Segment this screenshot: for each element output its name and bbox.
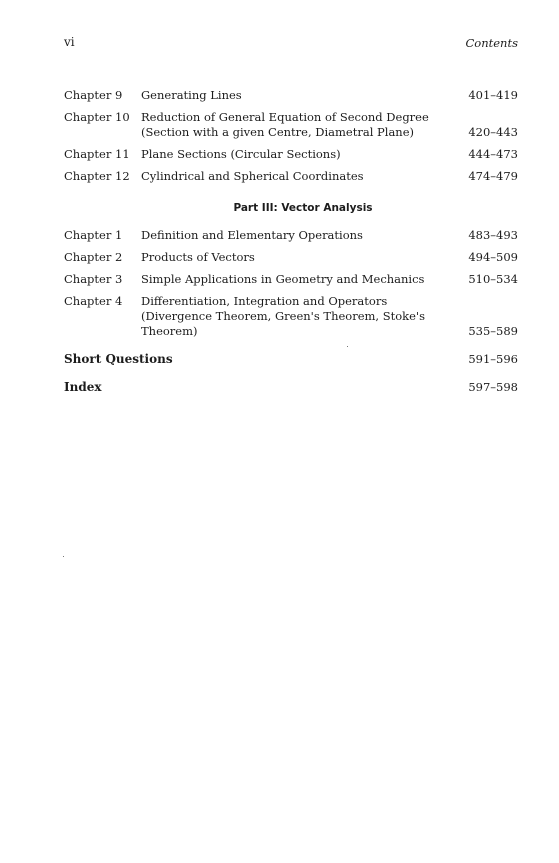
section-pages: 597–598 — [468, 380, 518, 394]
chapter-number: Chapter 12 — [64, 169, 130, 183]
chapter-pages: 483–493 — [468, 228, 518, 242]
toc-entry-chapter-11 — [64, 147, 518, 162]
toc-entry-index — [64, 380, 518, 395]
chapter-number: Chapter 9 — [64, 88, 123, 102]
scan-speck — [63, 556, 64, 557]
chapter-title: Products of Vectors — [141, 250, 255, 264]
chapter-title: Simple Applications in Geometry and Mechanics — [141, 272, 425, 286]
chapter-title: Plane Sections (Circular Sections) — [141, 147, 341, 161]
chapter-title: Generating Lines — [141, 88, 242, 102]
chapter-number: Chapter 4 — [64, 294, 123, 308]
chapter-title: Definition and Elementary Operations — [141, 228, 363, 242]
toc-entry-chapter-12 — [64, 169, 518, 184]
table-of-contents — [64, 88, 518, 407]
chapter-number: Chapter 11 — [64, 147, 130, 161]
toc-entry-chapter-10 — [64, 110, 518, 140]
section-label: Short Questions — [64, 352, 173, 366]
toc-entry-vector-chapter-4 — [64, 294, 518, 339]
chapter-number: Chapter 1 — [64, 228, 123, 242]
running-title: Contents — [465, 36, 518, 50]
toc-entry-chapter-9 — [64, 88, 518, 103]
chapter-title: Reduction of General Equation of Second Degree (Section with a given Centre, Diametral Plane) — [141, 110, 429, 139]
toc-entry-vector-chapter-1 — [64, 228, 518, 243]
toc-entry-vector-chapter-2 — [64, 250, 518, 265]
chapter-pages: 510–534 — [468, 272, 518, 286]
toc-entry-vector-chapter-3 — [64, 272, 518, 287]
toc-entry-short-questions — [64, 352, 518, 367]
chapter-title: Differentiation, Integration and Operators (Divergence Theorem, Green's Theorem, Stoke's Theorem) — [141, 294, 425, 338]
chapter-pages: 474–479 — [468, 169, 518, 183]
chapter-number: Chapter 2 — [64, 250, 123, 264]
chapter-pages: 401–419 — [468, 88, 518, 102]
section-pages: 591–596 — [468, 352, 518, 366]
chapter-pages: 535–589 — [468, 324, 518, 338]
chapter-number: Chapter 3 — [64, 272, 123, 286]
chapter-title: Cylindrical and Spherical Coordinates — [141, 169, 364, 183]
chapter-number: Chapter 10 — [64, 110, 130, 124]
chapter-pages: 494–509 — [468, 250, 518, 264]
part-heading: Part III: Vector Analysis — [233, 202, 373, 214]
chapter-pages: 420–443 — [468, 125, 518, 139]
chapter-pages: 444–473 — [468, 147, 518, 161]
scan-speck — [347, 346, 348, 347]
page-number: vi — [64, 35, 75, 49]
section-label: Index — [64, 380, 102, 394]
